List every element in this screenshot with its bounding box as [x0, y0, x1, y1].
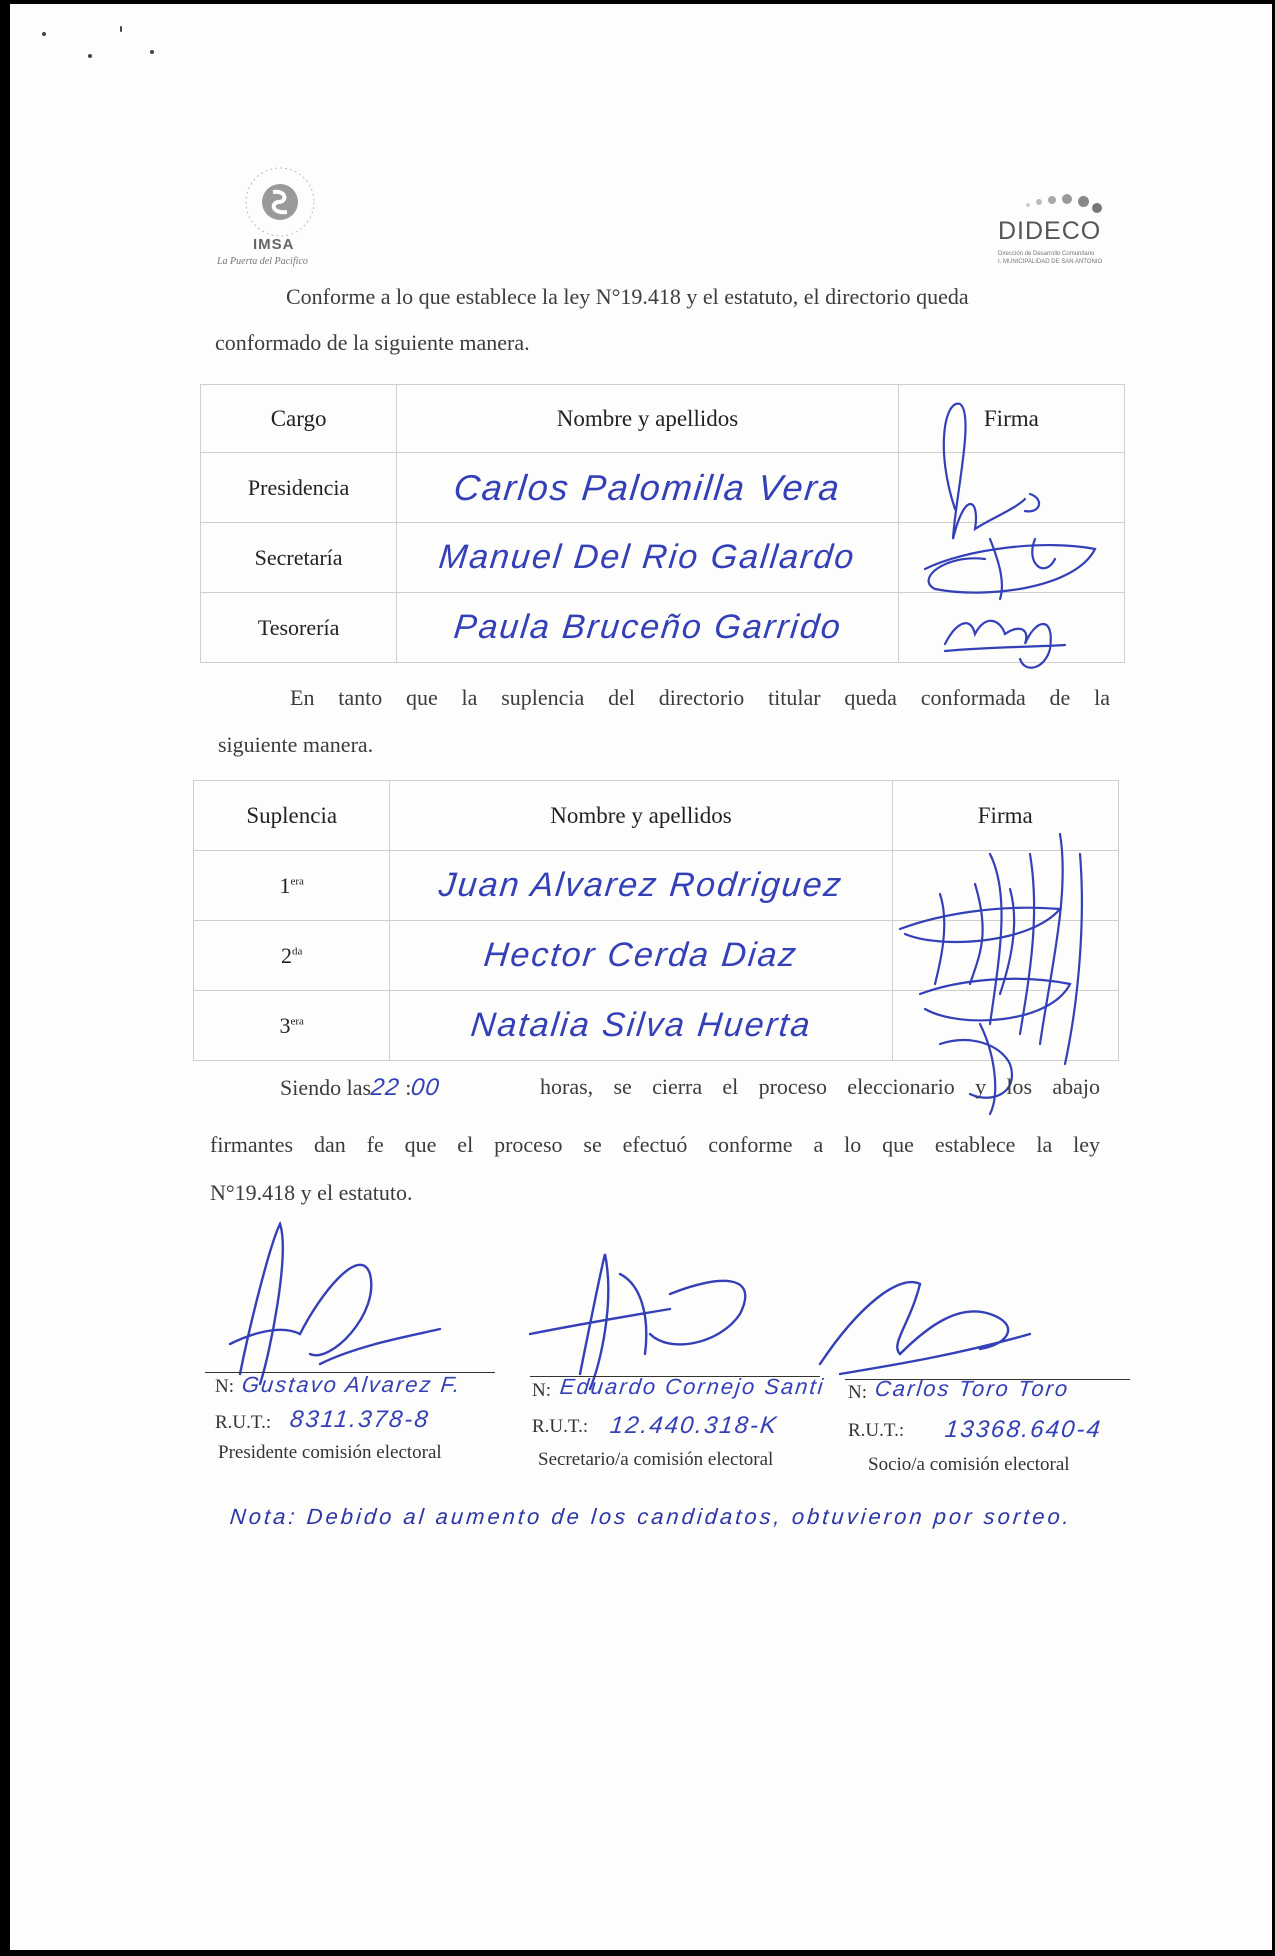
header-cargo: Cargo	[201, 385, 397, 453]
directorio-signatures	[905, 389, 1135, 679]
suplencia-intro-line-2: siguiente manera.	[218, 732, 374, 757]
closing-line-1: Siendo las22 :00	[280, 1074, 442, 1101]
signer-3-n-label: N:	[848, 1382, 867, 1403]
signer-2-role: Secretario/a comisión electoral	[538, 1449, 774, 1470]
closing-hour: 22	[369, 1074, 402, 1101]
signer-1-role: Presidente comisión electoral	[218, 1442, 442, 1463]
signer-2-rut: 12.440.318-K	[608, 1412, 780, 1439]
signer-3-rut: 13368.640-4	[943, 1416, 1104, 1443]
header-nombre-suplencia: Nombre y apellidos	[390, 781, 892, 851]
header-firma: Firma	[898, 385, 1124, 453]
nombre-suplencia-3: Natalia Silva Huerta	[390, 991, 892, 1061]
suplencia-2: $2^{da}$	[194, 921, 390, 991]
signer-1-rut-label: R.U.T.:	[215, 1412, 272, 1433]
signer-1-n-label: N:	[215, 1376, 234, 1397]
dideco-municipality: I. MUNICIPALIDAD DE SAN ANTONIO	[998, 259, 1103, 265]
signer-3-role: Socio/a comisión electoral	[868, 1454, 1070, 1475]
cargo-tesoreria: Tesorería	[201, 593, 397, 663]
intro-line-2: conformado de la siguiente manera.	[215, 330, 530, 355]
header-firma-suplencia: Firma	[892, 781, 1119, 851]
signer-2-n-label: N:	[532, 1380, 551, 1401]
dideco-logo	[980, 189, 1120, 269]
header-nombre: Nombre y apellidos	[397, 385, 899, 453]
nombre-suplencia-2: Hector Cerda Diaz	[390, 921, 892, 991]
suplencia-intro-line-1: En tanto que la suplencia del directorio titular queda conformada de la	[290, 685, 1110, 710]
closing-minute: 00	[410, 1074, 442, 1101]
handwritten-note: Nota: Debido al aumento de los candidatos, obtuvieron por sorteo.	[228, 1504, 1074, 1529]
cargo-secretaria: Secretaría	[201, 523, 397, 593]
header-suplencia: Suplencia	[194, 781, 390, 851]
nombre-tesoreria: Paula Bruceño Garrido	[397, 593, 899, 663]
nombre-secretaria: Manuel Del Rio Gallardo	[397, 523, 899, 593]
signer-2-name: Eduardo Cornejo Santi	[558, 1374, 826, 1399]
closing-line-3: N°19.418 y el estatuto.	[210, 1180, 413, 1205]
closing-line-2: firmantes dan fe que el proceso se efectuó conforme a lo que establece la ley	[210, 1132, 1100, 1157]
signer-3-name: Carlos Toro Toro	[873, 1376, 1071, 1401]
nombre-suplencia-1: Juan Alvarez Rodriguez	[390, 851, 892, 921]
signer-1-name: Gustavo Alvarez F.	[240, 1372, 463, 1397]
closing-line-1-rest: horas, se cierra el proceso eleccionario y los abajo	[540, 1074, 1100, 1099]
imsa-name: IMSA	[253, 236, 295, 253]
imsa-logo	[215, 164, 365, 279]
suplencia-3: $3^{era}$	[194, 991, 390, 1061]
imsa-emblem-icon	[235, 164, 325, 244]
cargo-presidencia: Presidencia	[201, 453, 397, 523]
intro-line-1: Conforme a lo que establece la ley N°19.418 y el estatuto, el directorio queda	[286, 284, 969, 309]
nombre-presidencia: Carlos Palomilla Vera	[397, 453, 899, 523]
dideco-subtitle: Dirección de Desarrollo Comunitario	[998, 251, 1095, 257]
signer-3-rut-label: R.U.T.:	[848, 1420, 905, 1441]
document-page	[10, 4, 1272, 1950]
signer-2-rut-label: R.U.T.:	[532, 1416, 589, 1437]
dideco-name: DIDECO	[998, 217, 1102, 245]
suplencia-1: $1^{era}$	[194, 851, 390, 921]
signer-1-rut: 8311.378-8	[288, 1406, 432, 1433]
imsa-tagline: La Puerta del Pacifico	[217, 256, 308, 267]
